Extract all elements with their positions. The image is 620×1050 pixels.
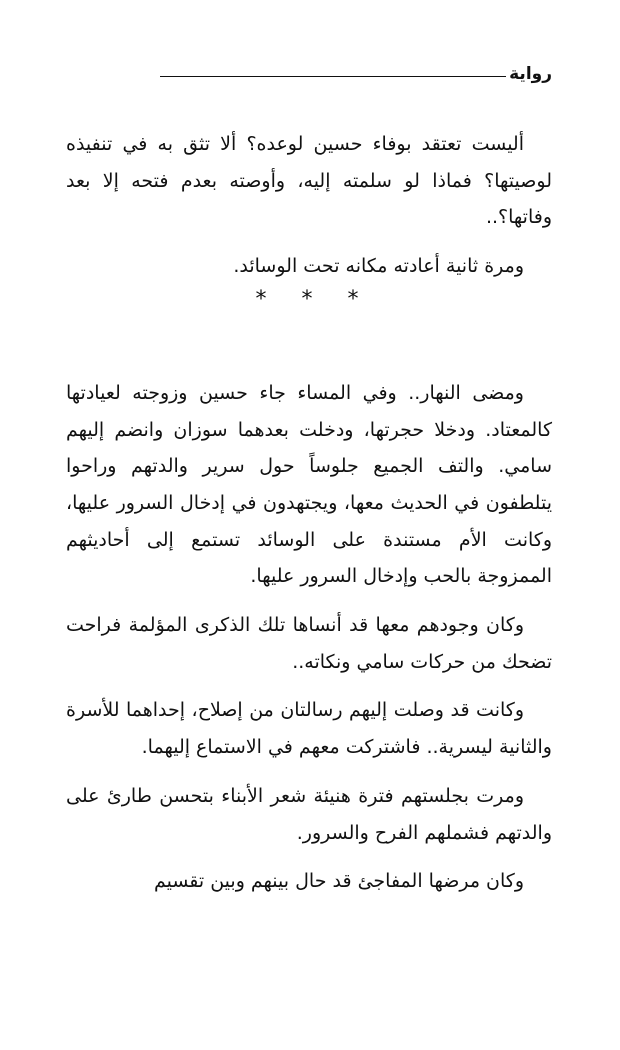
paragraph-6: ومرت بجلستهم فترة هنيئة شعر الأبناء بتحسن طارئ على والدتهم فشملهم الفرح والسرور. — [66, 784, 552, 844]
section-separator: * * * — [255, 286, 373, 312]
paragraph-7: وكان مرضها المفاجئ قد حال بينهم وبين تقسيم — [153, 870, 524, 893]
paragraph-2: ومرة ثانية أعادته مكانه تحت الوسائد. — [233, 255, 524, 278]
paragraph-4: وكان وجودهم معها قد أنساها تلك الذكرى المؤلمة فراحت تضحك من حركات سامي ونكاته.. — [66, 614, 552, 673]
page-header — [160, 58, 552, 88]
paragraph-1: أليست تعتقد بوفاء حسين لوعده؟ ألا تثق به في تنفيذه لوصيتها؟ فماذا لو سلمته إليه، وأوصته بعدم فتحه إلا بعد وفاتها؟.. — [66, 133, 552, 229]
paragraph-5: وكانت قد وصلت إليهم رسالتان من إصلاح، إحداهما للأسرة والثانية ليسرية.. فاشتركت معهم في الاستماع إليهما. — [66, 699, 552, 759]
header-rule — [160, 76, 506, 77]
body-text — [66, 126, 552, 900]
running-header-title: رواية — [509, 64, 552, 84]
paragraph-3: ومضى النهار.. وفي المساء جاء حسين وزوجته لعيادتها كالمعتاد. ودخلا حجرتها، ودخلت بعدهما سوزان وانضم إليهم سامي. والتف الجميع جلوساً حول سرير والدتهم وراحوا يتلطفون في الحديث معها، ويجتهدون في إدخال السرور عليها، وكانت الأم مستندة على الوسائد تستمع إلى أحاديثهم الممزوجة بالحب وإدخال السرور عليها. — [66, 381, 552, 588]
